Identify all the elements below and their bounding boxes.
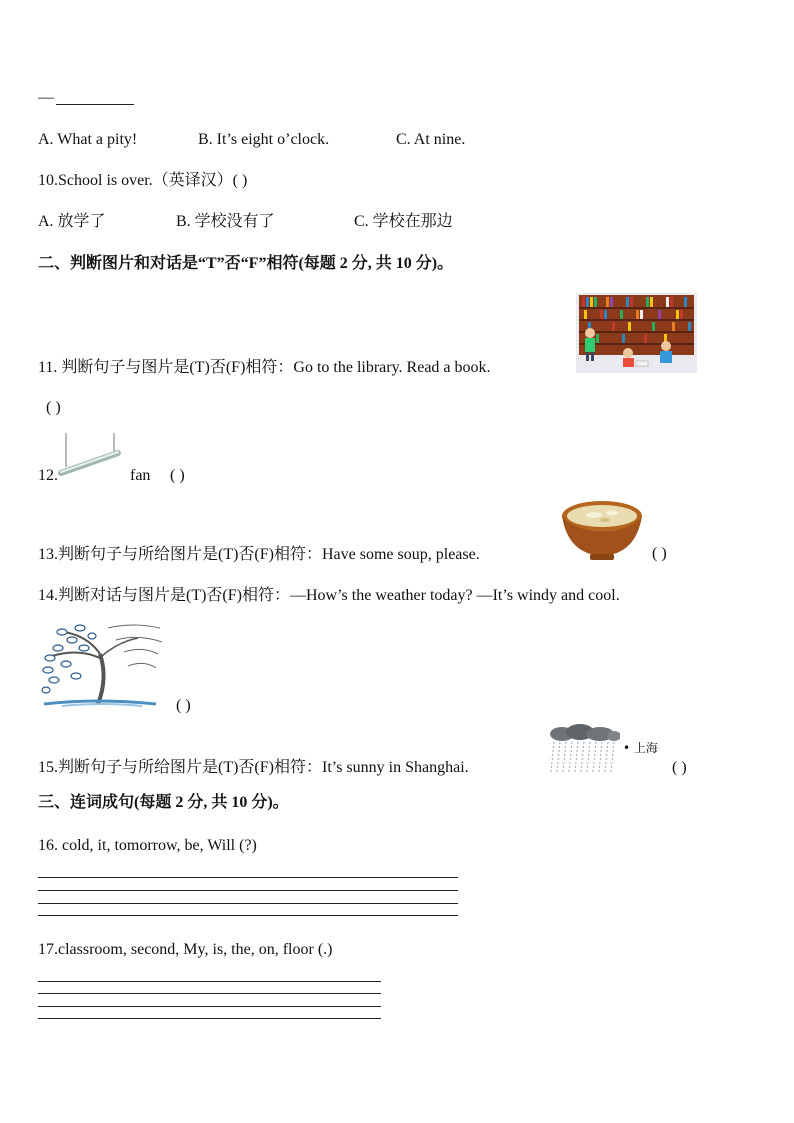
q10-option-c[interactable]: C. 学校在那边	[354, 213, 453, 230]
q9-option-a[interactable]: A. What a pity!	[38, 131, 138, 148]
rain-cloud-picture	[548, 724, 620, 774]
q17-writing-line-3[interactable]	[38, 1006, 381, 1007]
q10-options	[38, 212, 453, 232]
q15-map-label: • 上海	[623, 741, 658, 755]
q10-option-a[interactable]: A. 放学了	[38, 213, 106, 230]
q16-writing-line-4[interactable]	[38, 915, 458, 916]
q9-answer-line	[38, 88, 54, 108]
q14-stem: 14.判断对话与图片是(T)否(F)相符：—How’s the weather today? —It’s windy and cool.	[38, 587, 620, 604]
q17-writing-line-4[interactable]	[38, 1018, 381, 1019]
q11-answer-paren[interactable]: ( )	[46, 399, 61, 416]
q12-number: 12.	[38, 467, 58, 484]
q9-answer-blank[interactable]	[56, 104, 134, 105]
q12-word: fan	[130, 467, 151, 484]
q11-stem: 11. 判断句子与图片是(T)否(F)相符：Go to the library. Read a book.	[38, 359, 491, 376]
windy-tree-picture	[38, 618, 166, 710]
fluorescent-lamp-picture	[58, 433, 122, 481]
q9-option-b[interactable]: B. It’s eight o’clock.	[198, 131, 330, 148]
q16-writing-line-3[interactable]	[38, 903, 458, 904]
q16-stem: 16. cold, it, tomorrow, be, Will (?)	[38, 837, 257, 854]
q16-writing-line-2[interactable]	[38, 890, 458, 891]
q9-option-c[interactable]: C. At nine.	[396, 131, 466, 148]
q13-stem: 13.判断句子与所给图片是(T)否(F)相符：Have some soup, please.	[38, 546, 480, 563]
q16-writing-line-1[interactable]	[38, 877, 458, 878]
q10-stem: 10.School is over.（英译汉）( )	[38, 172, 248, 189]
q9-answer-prefix: —	[38, 89, 54, 106]
q17-stem: 17.classroom, second, My, is, the, on, floor (.)	[38, 941, 333, 958]
q9-options	[38, 130, 465, 150]
q15-answer-paren[interactable]: ( )	[672, 759, 687, 776]
q17-writing-line-1[interactable]	[38, 981, 381, 982]
q13-answer-paren[interactable]: ( )	[652, 545, 667, 562]
soup-bowl-picture	[560, 498, 644, 562]
library-picture	[576, 293, 697, 373]
q14-answer-paren[interactable]: ( )	[176, 697, 191, 714]
q10-option-b[interactable]: B. 学校没有了	[176, 213, 275, 230]
section-3-heading: 三、连词成句(每题 2 分, 共 10 分)。	[38, 794, 289, 811]
q12-answer-paren[interactable]: ( )	[170, 467, 185, 484]
q12-line	[38, 466, 58, 486]
q17-writing-line-2[interactable]	[38, 993, 381, 994]
q15-stem: 15.判断句子与所给图片是(T)否(F)相符：It’s sunny in Shanghai.	[38, 759, 469, 776]
section-2-heading: 二、判断图片和对话是“T”否“F”相符(每题 2 分, 共 10 分)。	[38, 255, 454, 272]
